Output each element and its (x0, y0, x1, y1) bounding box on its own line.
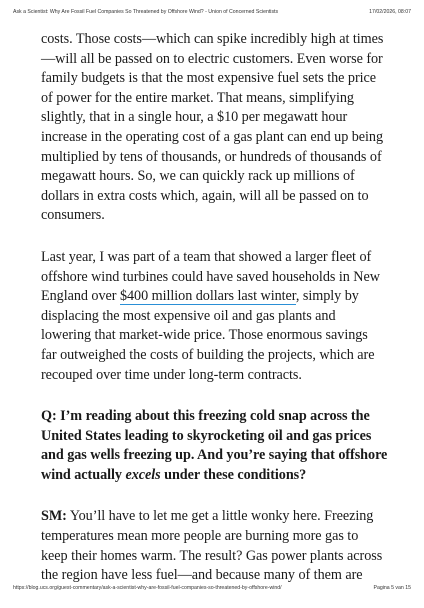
interview-answer (41, 507, 388, 585)
text-line: slightly, that in a single hour, a $10 per megawatt hour (41, 109, 348, 126)
print-header (13, 9, 411, 15)
text-line: consumers. (41, 207, 105, 224)
article-body (41, 30, 388, 608)
text-line: costs. Those costs—which can spike incredibly high at times (41, 31, 384, 47)
text-fragment: wind actually (41, 466, 126, 483)
text-line: dollars in extra costs which, again, will all be passed on to (41, 187, 369, 204)
answer-line: temperatures mean more people are burning more gas to (41, 528, 359, 545)
text-line: megawatt hours. So, we can quickly rack up millions of (41, 168, 355, 185)
text-line: —will all be passed on to electric customers. Even worse for (41, 50, 383, 67)
text-line: offshore wind turbines could have saved households in New (41, 268, 380, 285)
text-line-with-link (41, 287, 388, 307)
interview-question (41, 407, 388, 485)
print-footer (13, 585, 411, 591)
question-line: United States leading to skyrocketing oil and gas prices (41, 427, 372, 444)
savings-study-link[interactable]: $400 million dollars last winter (119, 288, 296, 305)
text-line: lowering that market-wide price. Those enormous savings (41, 327, 368, 344)
text-line: increase in the operating cost of a gas plant can end up being (41, 128, 384, 145)
answer-line: the region have less fuel—and because many of them are (41, 567, 363, 584)
answer-line (41, 507, 388, 527)
text-line: of power for the entire market. That means, simplifying (41, 89, 354, 106)
answer-line: keep their homes warm. The result? Gas power plants across (41, 547, 383, 564)
question-line: and gas wells freezing up. And you’re saying that offshore (41, 447, 388, 464)
text-line: family budgets is that the most expensive fuel sets the price (41, 70, 377, 87)
text-line: recouped over time under long-term contracts. (41, 366, 302, 383)
question-line: Q: I’m reading about this freezing cold snap across the (41, 408, 370, 425)
text-line: multiplied by tens of thousands, or hundreds of thousands of (41, 148, 382, 165)
text-line: Last year, I was part of a team that showed a larger fleet of (41, 248, 372, 265)
text-fragment: , simply by (295, 288, 359, 305)
text-fragment: You’ll have to let me get a little wonky here. Freezing (66, 508, 374, 525)
text-line: far outweighed the costs of building the projects, which are (41, 346, 375, 363)
document-title: Ask a Scientist: Why Are Fossil Fuel Companies So Threatened by Offshore Wind? - Union of Concerned Scientists (13, 9, 279, 15)
text-line: displacing the most expensive oil and gas plants and (41, 307, 336, 324)
paragraph-last-year (41, 248, 388, 385)
emphasis-text: excels (125, 466, 161, 483)
page-url: https://blog.ucs.org/guest-commentary/ask-a-scientist-why-are-fossil-fuel-companies-so-threatened-by-offshore-wind/ (13, 585, 282, 591)
paragraph-costs (41, 30, 388, 226)
question-line (41, 466, 388, 486)
text-fragment: under these conditions? (160, 466, 307, 483)
speaker-label: SM: (41, 508, 67, 525)
text-fragment: England over (41, 288, 120, 305)
page-number: Pagina 5 van 15 (373, 585, 411, 591)
print-datetime: 17/02/2026, 08:07 (369, 9, 411, 15)
